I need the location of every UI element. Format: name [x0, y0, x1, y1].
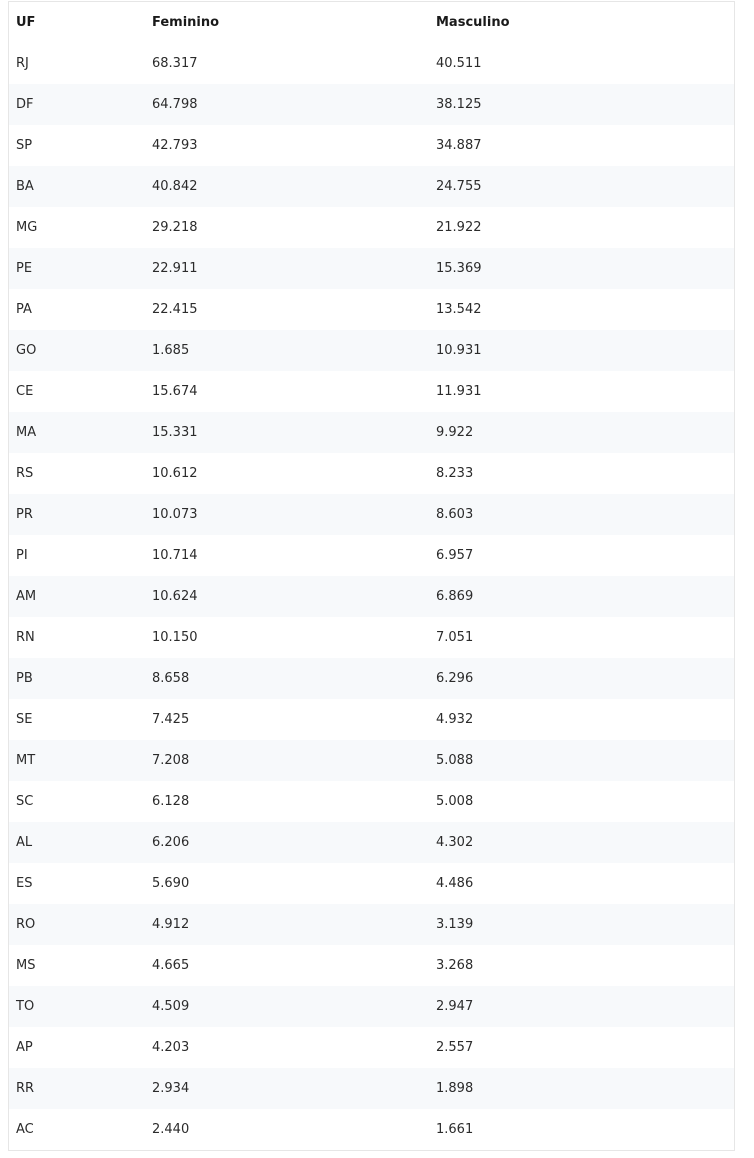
cell-feminino: 5.690: [152, 876, 190, 891]
cell-uf: AC: [16, 1122, 34, 1137]
cell-masculino: 24.755: [436, 179, 482, 194]
cell-feminino: 42.793: [152, 138, 198, 153]
data-table: [9, 2, 734, 1150]
cell-uf: MT: [16, 753, 36, 768]
table-row: [9, 781, 734, 822]
table-row: [9, 1109, 734, 1150]
cell-feminino: 2.934: [152, 1081, 190, 1096]
cell-uf: RO: [16, 917, 36, 932]
cell-uf: PA: [16, 302, 32, 317]
cell-uf: RR: [16, 1081, 35, 1096]
cell-masculino: 6.957: [436, 548, 474, 563]
cell-masculino: 10.931: [436, 343, 482, 358]
table-row: [9, 1068, 734, 1109]
cell-feminino: 4.509: [152, 999, 190, 1014]
header-uf: UF: [16, 15, 36, 30]
cell-masculino: 3.268: [436, 958, 474, 973]
cell-uf: TO: [16, 999, 35, 1014]
cell-feminino: 10.714: [152, 548, 198, 563]
table-row: [9, 1027, 734, 1068]
cell-uf: RN: [16, 630, 35, 645]
cell-masculino: 8.603: [436, 507, 474, 522]
cell-feminino: 10.150: [152, 630, 198, 645]
table-row: [9, 289, 734, 330]
header-masculino: Masculino: [436, 15, 510, 30]
cell-masculino: 15.369: [436, 261, 482, 276]
cell-uf: BA: [16, 179, 34, 194]
header-feminino: Feminino: [152, 15, 220, 30]
cell-uf: SP: [16, 138, 33, 153]
table-row: [9, 125, 734, 166]
table-row: [9, 535, 734, 576]
cell-masculino: 8.233: [436, 466, 474, 481]
cell-uf: DF: [16, 97, 34, 112]
cell-uf: RJ: [16, 56, 29, 71]
cell-uf: AP: [16, 1040, 33, 1055]
cell-feminino: 22.911: [152, 261, 198, 276]
cell-masculino: 1.661: [436, 1122, 474, 1137]
cell-feminino: 7.208: [152, 753, 190, 768]
cell-uf: PE: [16, 261, 33, 276]
cell-feminino: 40.842: [152, 179, 198, 194]
cell-feminino: 10.624: [152, 589, 198, 604]
cell-masculino: 5.088: [436, 753, 474, 768]
cell-feminino: 29.218: [152, 220, 198, 235]
cell-uf: MS: [16, 958, 36, 973]
cell-uf: AM: [16, 589, 37, 604]
cell-masculino: 2.947: [436, 999, 474, 1014]
cell-masculino: 38.125: [436, 97, 482, 112]
table-row: [9, 740, 734, 781]
table-row: [9, 330, 734, 371]
cell-masculino: 4.302: [436, 835, 474, 850]
table-row: [9, 658, 734, 699]
table-row: [9, 371, 734, 412]
cell-feminino: 6.206: [152, 835, 190, 850]
cell-feminino: 15.331: [152, 425, 198, 440]
cell-feminino: 68.317: [152, 56, 198, 71]
table-header: [9, 2, 734, 43]
cell-masculino: 3.139: [436, 917, 474, 932]
cell-feminino: 2.440: [152, 1122, 190, 1137]
cell-masculino: 6.869: [436, 589, 474, 604]
cell-uf: ES: [16, 876, 33, 891]
table-row: [9, 207, 734, 248]
table-row: [9, 986, 734, 1027]
cell-masculino: 4.932: [436, 712, 474, 727]
table-row: [9, 699, 734, 740]
table-row: [9, 576, 734, 617]
table-row: [9, 248, 734, 289]
table-body: [9, 43, 734, 1150]
table-row: [9, 945, 734, 986]
table-row: [9, 822, 734, 863]
cell-masculino: 4.486: [436, 876, 474, 891]
cell-uf: MA: [16, 425, 37, 440]
cell-feminino: 8.658: [152, 671, 190, 686]
cell-uf: SC: [16, 794, 34, 809]
cell-uf: RS: [16, 466, 34, 481]
cell-uf: GO: [16, 343, 37, 358]
cell-feminino: 64.798: [152, 97, 198, 112]
table-row: [9, 166, 734, 207]
cell-masculino: 34.887: [436, 138, 482, 153]
table-row: [9, 84, 734, 125]
cell-masculino: 7.051: [436, 630, 474, 645]
cell-feminino: 22.415: [152, 302, 198, 317]
cell-masculino: 40.511: [436, 56, 482, 71]
cell-feminino: 4.203: [152, 1040, 190, 1055]
cell-masculino: 13.542: [436, 302, 482, 317]
cell-uf: AL: [16, 835, 33, 850]
cell-uf: PR: [16, 507, 33, 522]
cell-uf: MG: [16, 220, 38, 235]
cell-masculino: 11.931: [436, 384, 482, 399]
cell-uf: PB: [16, 671, 33, 686]
table-row: [9, 412, 734, 453]
cell-feminino: 1.685: [152, 343, 190, 358]
cell-uf: CE: [16, 384, 34, 399]
cell-uf: PI: [16, 548, 28, 563]
cell-feminino: 10.073: [152, 507, 198, 522]
table-row: [9, 453, 734, 494]
cell-feminino: 7.425: [152, 712, 190, 727]
cell-uf: SE: [16, 712, 33, 727]
cell-feminino: 4.665: [152, 958, 190, 973]
table-row: [9, 494, 734, 535]
cell-masculino: 2.557: [436, 1040, 474, 1055]
cell-masculino: 1.898: [436, 1081, 474, 1096]
table-row: [9, 904, 734, 945]
header-row: [9, 2, 734, 43]
cell-feminino: 6.128: [152, 794, 190, 809]
table-row: [9, 617, 734, 658]
table-container: [8, 1, 735, 1151]
cell-feminino: 4.912: [152, 917, 190, 932]
cell-masculino: 9.922: [436, 425, 474, 440]
table-row: [9, 863, 734, 904]
cell-masculino: 6.296: [436, 671, 474, 686]
cell-masculino: 5.008: [436, 794, 474, 809]
cell-feminino: 10.612: [152, 466, 198, 481]
cell-feminino: 15.674: [152, 384, 198, 399]
table-row: [9, 43, 734, 84]
cell-masculino: 21.922: [436, 220, 482, 235]
